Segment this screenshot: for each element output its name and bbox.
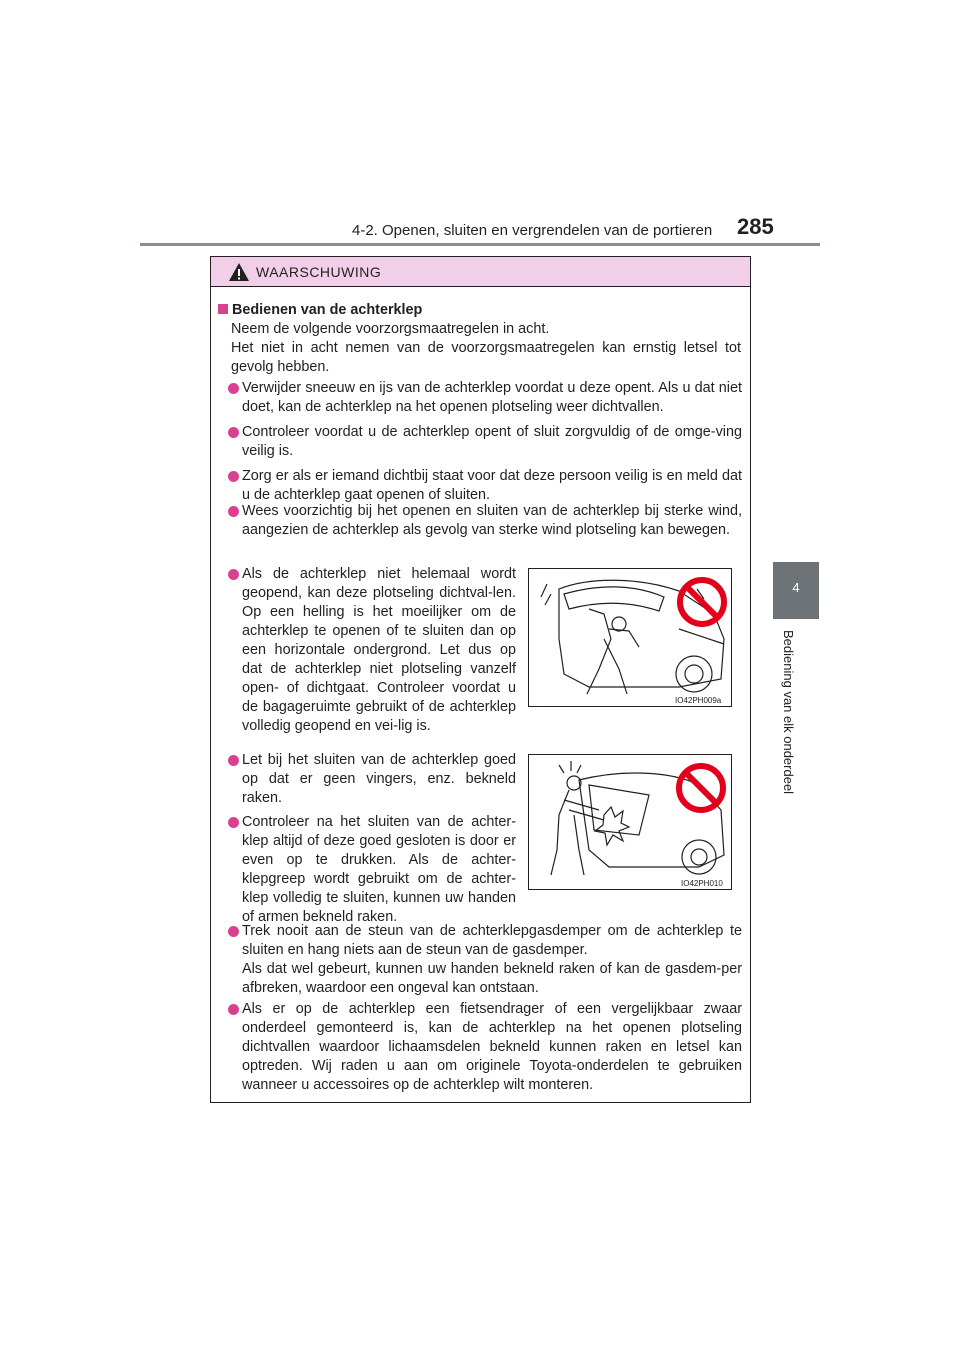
bullet-text: Let bij het sluiten van de achterklep goed op dat er geen vingers, enz. bekneld raken. [242, 752, 516, 806]
figure-code: IO42PH009a [675, 696, 722, 705]
chapter-number: 4 [792, 580, 800, 595]
bullet-dot-icon [228, 569, 239, 580]
tailgate-illustration [529, 569, 731, 706]
bullet-dot-icon [228, 926, 239, 937]
bullet-text: Trek nooit aan de steun van de achterklepgasdemper om de achterklep te sluiten en hang niets aan de steun van de gasdemper. [242, 923, 742, 958]
warning-box [210, 256, 751, 1103]
intro-line-2: Het niet in acht nemen van de voorzorgsmaatregelen kan ernstig letsel tot gevolg hebben. [231, 340, 741, 375]
tailgate-closing-illustration [529, 755, 731, 889]
bullet-dot-icon [228, 817, 239, 828]
bullet-dot-icon [228, 1004, 239, 1015]
bullet-text: Als de achterklep niet helemaal wordt geopend, kan deze plotseling dichtval-len. Op een helling is het moeilijker om de achterklep te openen of te sluiten dan op een horizontale ondergrond. Let dus op dat de achterklep niet plotseling vanzelf open- of dichtgaat. Controleer voordat u de bagageruimte gebruikt of de achterklep volledig geopend en vei-lig is. [242, 566, 516, 734]
bullet-dot-icon [228, 471, 239, 482]
figure-code: IO42PH010 [681, 879, 723, 888]
chapter-tab[interactable] [773, 562, 819, 619]
page-number: 285 [737, 214, 774, 239]
warning-heading-text: Bedienen van de achterklep [232, 302, 423, 318]
bullet-dot-icon [228, 383, 239, 394]
warning-heading [218, 301, 422, 320]
chapter-title [781, 630, 806, 830]
warning-label: WAARSCHUWING [256, 264, 382, 280]
bullet-text: Als er op de achterklep een fietsendrager of een vergelijkbaar zwaar onderdeel gemonteerd is, kan de achterklep na het openen plotseling dichtvallen waardoor lichaamsdelen bekneld kunnen raken en letsel kan optreden. Wij raden u aan om originele Toyota-onderdelen te gebruiken wanneer u accessoires op de achterklep wilt monteren. [242, 1001, 742, 1093]
warning-header [211, 257, 750, 287]
bullet-text: Controleer voordat u de achterklep opent of sluit zorgvuldig of de omge-ving veilig is. [242, 424, 742, 459]
running-header [0, 0, 960, 250]
intro-line-1: Neem de volgende voorzorgsmaatregelen in acht. [231, 321, 550, 337]
bullet-text: Verwijder sneeuw en ijs van de achterklep voordat u deze opent. Als u dat niet doet, kan de achterklep na het openen plotseling weer dichtvallen. [242, 380, 742, 415]
header-rule [140, 243, 820, 246]
warning-triangle-icon [228, 262, 250, 282]
bullet-dot-icon [228, 755, 239, 766]
chapter-title-text: Bediening van elk onderdeel [781, 630, 796, 795]
bullet-dot-icon [228, 427, 239, 438]
square-bullet-icon [218, 304, 228, 314]
bullet-text-continued: Als dat wel gebeurt, kunnen uw handen bekneld raken of kan de gasdem-per afbreken, waardoor een ongeval kan ontstaan. [242, 961, 742, 996]
figure-tailgate-opening [528, 568, 732, 707]
section-title: 4-2. Openen, sluiten en vergrendelen van de portieren [352, 222, 713, 239]
bullet-dot-icon [228, 506, 239, 517]
bullet-text: Wees voorzichtig bij het openen en sluiten van de achterklep bij sterke wind, aangezien de achterklep als gevolg van sterke wind plotseling kan bewegen. [242, 503, 742, 538]
figure-tailgate-closing [528, 754, 732, 890]
bullet-text: Zorg er als er iemand dichtbij staat voor dat deze persoon veilig is en meld dat u de achterklep gaat openen of sluiten. [242, 468, 742, 503]
bullet-text: Controleer na het sluiten van de achter-klep altijd of deze goed gesloten is door er even op te drukken. Als de achter-klepgreep wordt gebruikt om de achter-klep volledig te sluiten, kunnen uw handen of armen bekneld raken. [242, 814, 516, 925]
